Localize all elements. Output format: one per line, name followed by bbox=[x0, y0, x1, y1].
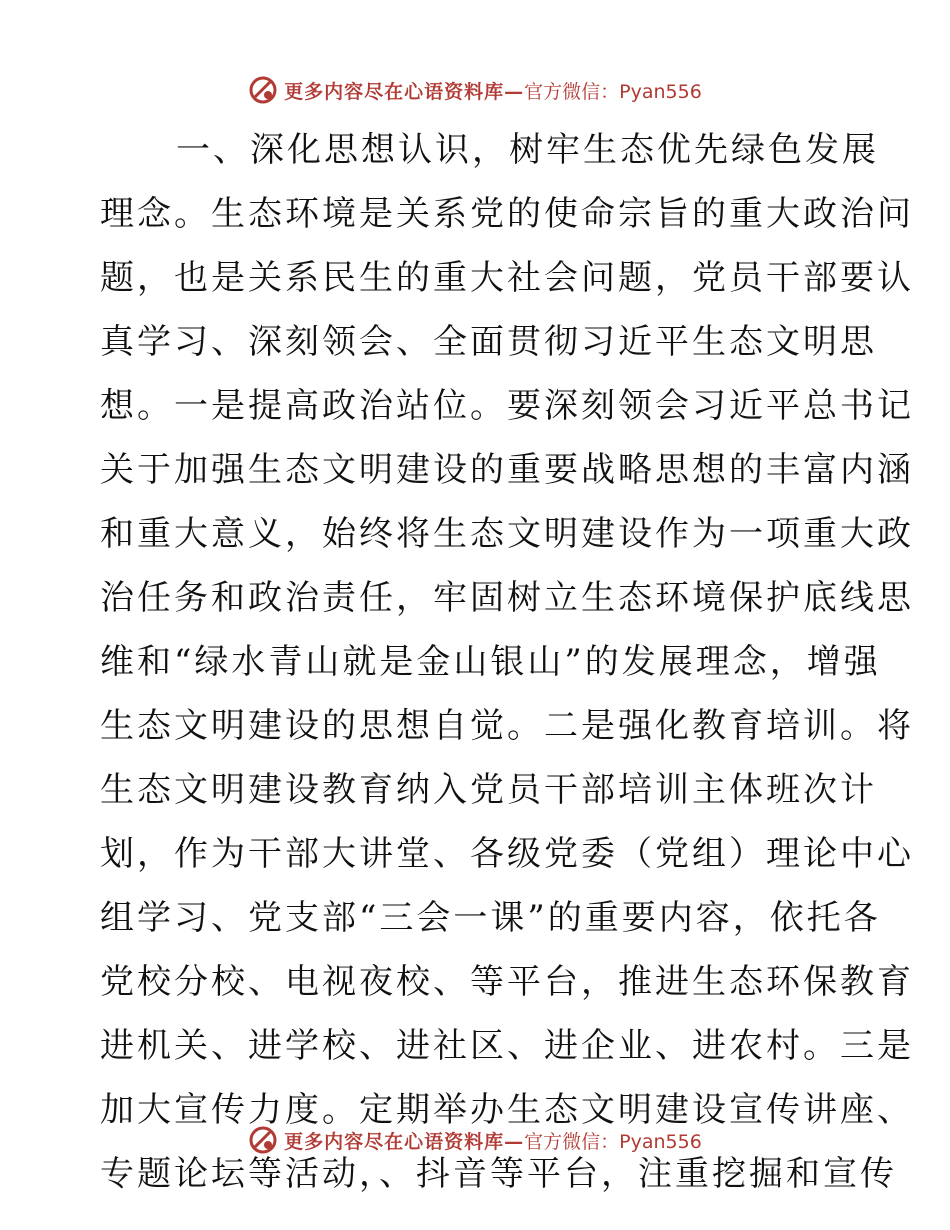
red-seal-logo-icon bbox=[248, 75, 278, 105]
paragraph-line: 一、深化思想认识，树牢生态优先绿色发展 bbox=[176, 130, 879, 170]
paragraph-line: 加大宣传力度。定期举办生态文明建设宣传讲座、 bbox=[100, 1090, 914, 1130]
header-watermark bbox=[0, 70, 950, 110]
paragraph-line: 划，作为干部大讲堂、各级党委（党组）理论中心 bbox=[100, 834, 914, 874]
paragraph-line: 治任务和政治责任，牢固树立生态环境保护底线思 bbox=[100, 578, 914, 618]
paragraph-line: 理念。生态环境是关系党的使命宗旨的重大政治问 bbox=[100, 194, 914, 234]
paragraph-line: 组学习、党支部“三会一课”的重要内容，依托各 bbox=[100, 898, 881, 938]
document-body bbox=[100, 118, 914, 1206]
red-seal-logo-icon bbox=[248, 1125, 278, 1155]
paragraph-line: 题，也是关系民生的重大社会问题，党员干部要认 bbox=[100, 258, 914, 298]
watermark-site-text: 更多内容尽在心语资料库— bbox=[284, 1130, 525, 1153]
paragraph-line: 专题论坛等活动，、抖音等平台，注重挖掘和宣传 bbox=[100, 1154, 897, 1194]
watermark-wechat-text: 官方微信：Pyan556 bbox=[524, 1130, 702, 1153]
paragraph-line: 进机关、进学校、进社区、进企业、进农村。三是 bbox=[100, 1026, 914, 1066]
paragraph-line: 党校分校、电视夜校、等平台，推进生态环保教育 bbox=[100, 962, 914, 1002]
footer-watermark bbox=[0, 1120, 950, 1160]
paragraph-line: 生态文明建设教育纳入党员干部培训主体班次计 bbox=[100, 770, 877, 810]
paragraph-line: 想。一是提高政治站位。要深刻领会习近平总书记 bbox=[100, 386, 914, 426]
paragraph-line: 维和“绿水青山就是金山银山”的发展理念，增强 bbox=[100, 642, 881, 682]
paragraph-line: 真学习、深刻领会、全面贯彻习近平生态文明思 bbox=[100, 322, 877, 362]
watermark-wechat-text: 官方微信：Pyan556 bbox=[524, 80, 702, 103]
paragraph-line: 和重大意义，始终将生态文明建设作为一项重大政 bbox=[100, 514, 914, 554]
paragraph-line: 关于加强生态文明建设的重要战略思想的丰富内涵 bbox=[100, 450, 914, 490]
paragraph-line: 生态文明建设的思想自觉。二是强化教育培训。将 bbox=[100, 706, 914, 746]
watermark-site-text: 更多内容尽在心语资料库— bbox=[284, 80, 525, 103]
